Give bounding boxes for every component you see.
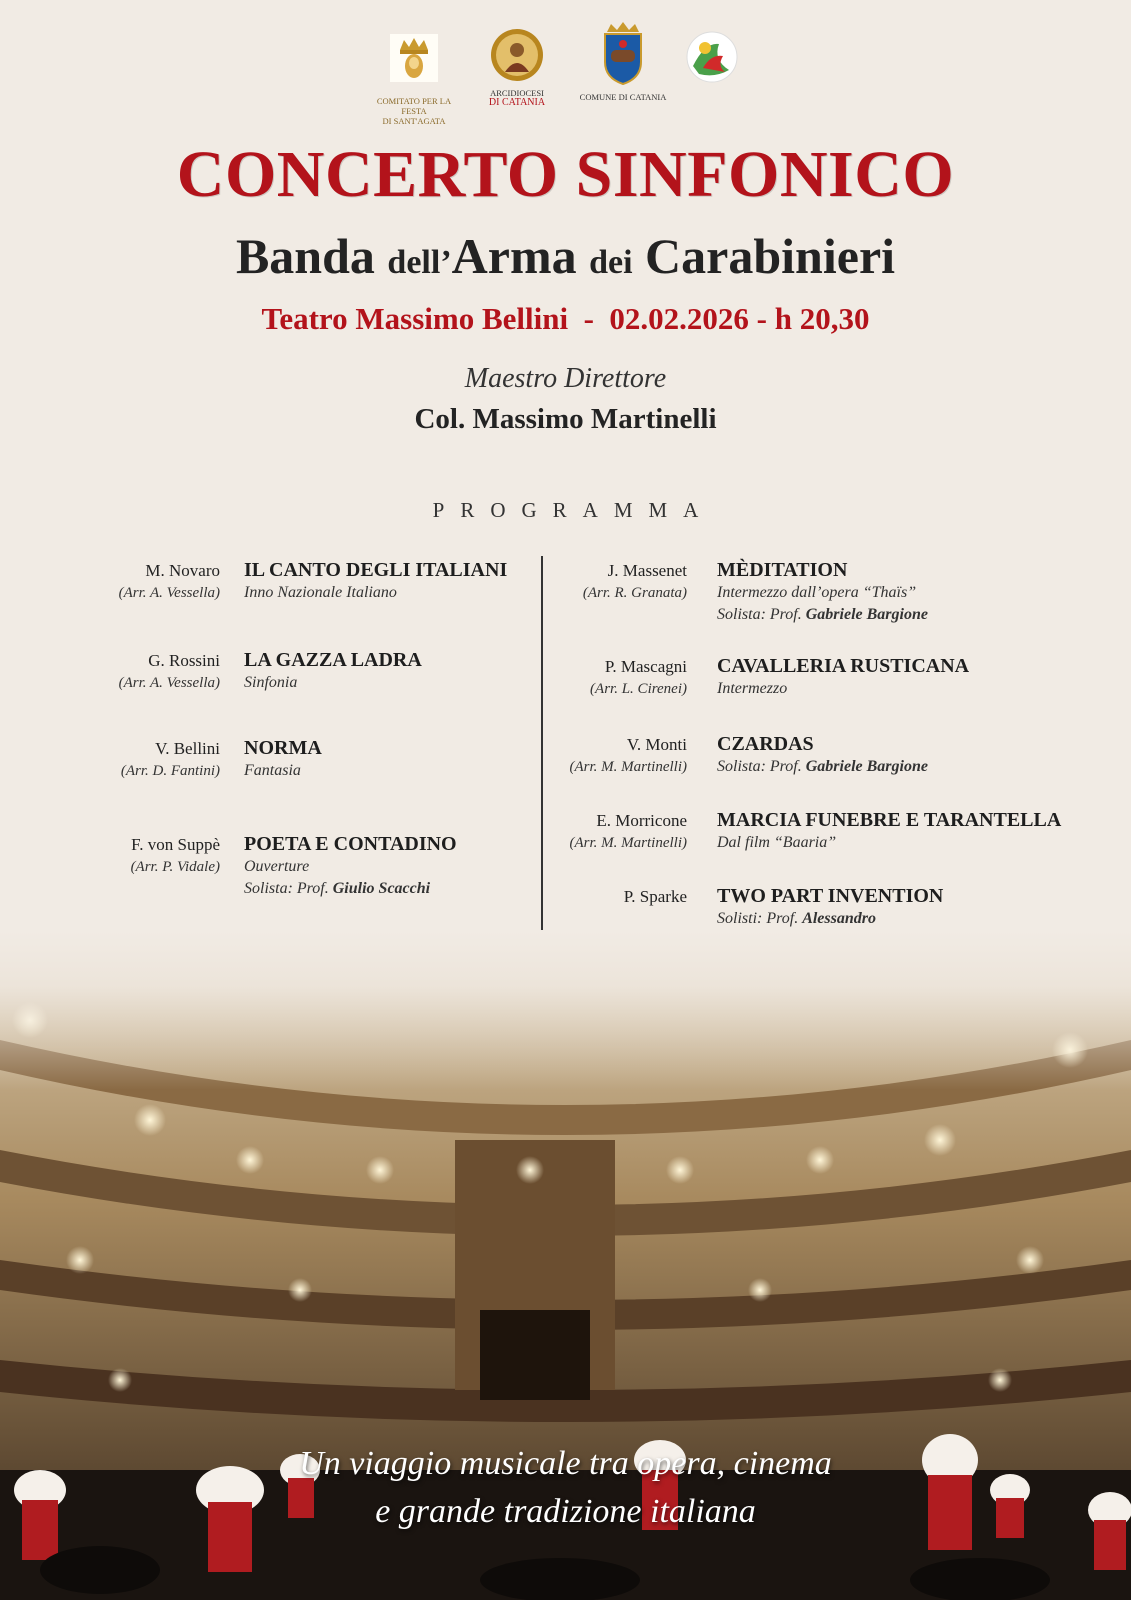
tagline-line: e grande tradizione italiana — [375, 1493, 756, 1530]
work-block — [717, 654, 1107, 700]
work-title: MARCIA FUNEBRE E TARANTELLA — [717, 809, 1062, 831]
composer-block — [467, 656, 687, 700]
soloist-name: Gabriele Bargione — [805, 758, 928, 775]
composer-name: F. von Suppè — [131, 835, 220, 854]
arranger-name: (Arr. R. Granata) — [582, 585, 687, 601]
logo-arcidiocesi — [480, 22, 554, 108]
work-desc: Inno Nazionale Italiano — [244, 584, 397, 601]
logo-caption: COMITATO PER LA FESTA — [376, 96, 452, 116]
composer-block — [0, 650, 220, 694]
composer-block — [0, 738, 220, 782]
work-title: IL CANTO DEGLI ITALIANI — [244, 559, 508, 581]
composer-block — [467, 734, 687, 778]
work-title: MÈDITATION — [717, 559, 848, 581]
work-title: NORMA — [244, 737, 322, 759]
logo-row — [0, 22, 1131, 126]
arranger-name: (Arr. D. Fantini) — [120, 763, 220, 779]
archdiocese-seal-icon — [490, 28, 544, 82]
work-soloist — [717, 604, 1107, 626]
arranger-name: (Arr. L. Cirenei) — [590, 681, 687, 697]
composer-name: E. Morricone — [596, 811, 687, 830]
work-block — [717, 732, 1107, 778]
work-desc: Intermezzo dall’opera “Thaïs” — [717, 584, 917, 601]
logo-caption: DI CATANIA — [488, 97, 546, 108]
work-title: POETA E CONTADINO — [244, 833, 457, 855]
composer-block — [0, 834, 220, 878]
soloist-prefix: Solista: Prof. — [717, 606, 802, 623]
work-title: CZARDAS — [717, 733, 814, 755]
work-desc: Ouverture — [244, 858, 310, 875]
composer-name: P. Mascagni — [604, 657, 687, 676]
logo-emblem — [684, 22, 740, 84]
photo-fade — [0, 930, 1131, 1090]
work-title: TWO PART INVENTION — [717, 885, 944, 907]
page-title: CONCERTO SINFONICO — [176, 138, 955, 211]
arranger-name: (Arr. M. Martinelli) — [569, 835, 687, 851]
band-name-part: dei — [589, 244, 633, 281]
work-soloist — [717, 908, 1107, 930]
composer-name: V. Monti — [626, 735, 687, 754]
work-desc: Dal film “Baaria” — [717, 834, 837, 851]
work-desc: Fantasia — [244, 762, 301, 779]
soloist-name: Gabriele Bargione — [805, 606, 928, 623]
logo-comune — [568, 22, 678, 102]
composer-block — [0, 560, 220, 604]
composer-name: V. Bellini — [155, 739, 220, 758]
tagline — [0, 1440, 1131, 1536]
conductor-role: Maestro Direttore — [464, 363, 667, 394]
work-block — [717, 558, 1107, 626]
soloist-name: Alessandro — [802, 910, 876, 927]
arranger-name: (Arr. M. Martinelli) — [569, 759, 687, 775]
soloist-prefix: Solista: Prof. — [717, 758, 802, 775]
composer-name: G. Rossini — [148, 651, 220, 670]
programma-heading: PROGRAMMA — [432, 498, 715, 522]
work-title: CAVALLERIA RUSTICANA — [717, 655, 970, 677]
arranger-name: (Arr. A. Vessella) — [118, 585, 220, 601]
work-block — [717, 808, 1117, 854]
logo-caption: COMUNE DI CATANIA — [579, 92, 667, 102]
work-desc: Sinfonia — [244, 674, 298, 691]
band-name-part: Arma — [451, 228, 577, 284]
composer-block — [467, 560, 687, 604]
work-title: LA GAZZA LADRA — [244, 649, 422, 671]
venue-date-time: Teatro Massimo Bellini - 02.02.2026 - h 20,30 — [261, 301, 870, 336]
arranger-name: (Arr. A. Vessella) — [118, 675, 220, 691]
band-name-part: dell’ — [387, 244, 452, 281]
composer-name: P. Sparke — [623, 887, 687, 906]
band-name-part: Banda — [235, 228, 375, 284]
saint-agata-crown-icon — [388, 32, 440, 84]
arranger-name: (Arr. P. Vidale) — [130, 859, 220, 875]
comune-coat-of-arms-icon — [601, 22, 645, 86]
soloist-name: Giulio Scacchi — [332, 880, 431, 897]
work-desc: Intermezzo — [717, 680, 788, 697]
soloist-prefix: Solista: Prof. — [244, 880, 329, 897]
logo-comitato — [366, 22, 462, 126]
logo-caption: ARCIDIOCESI — [490, 88, 544, 98]
logo-caption: DI SANT'AGATA — [382, 116, 446, 126]
tagline-line: Un viaggio musicale tra opera, cinema — [299, 1445, 832, 1482]
work-soloist — [717, 756, 1107, 778]
composer-name: J. Massenet — [607, 561, 687, 580]
sant-agata-emblem-icon — [685, 30, 739, 84]
composer-block — [467, 886, 687, 908]
composer-block — [467, 810, 687, 854]
conductor-name: Col. Massimo Martinelli — [414, 403, 717, 435]
soloist-prefix: Solisti: Prof. — [717, 910, 799, 927]
band-name — [0, 228, 1131, 291]
band-name-part: Carabinieri — [645, 228, 896, 284]
composer-name: M. Novaro — [145, 561, 220, 580]
